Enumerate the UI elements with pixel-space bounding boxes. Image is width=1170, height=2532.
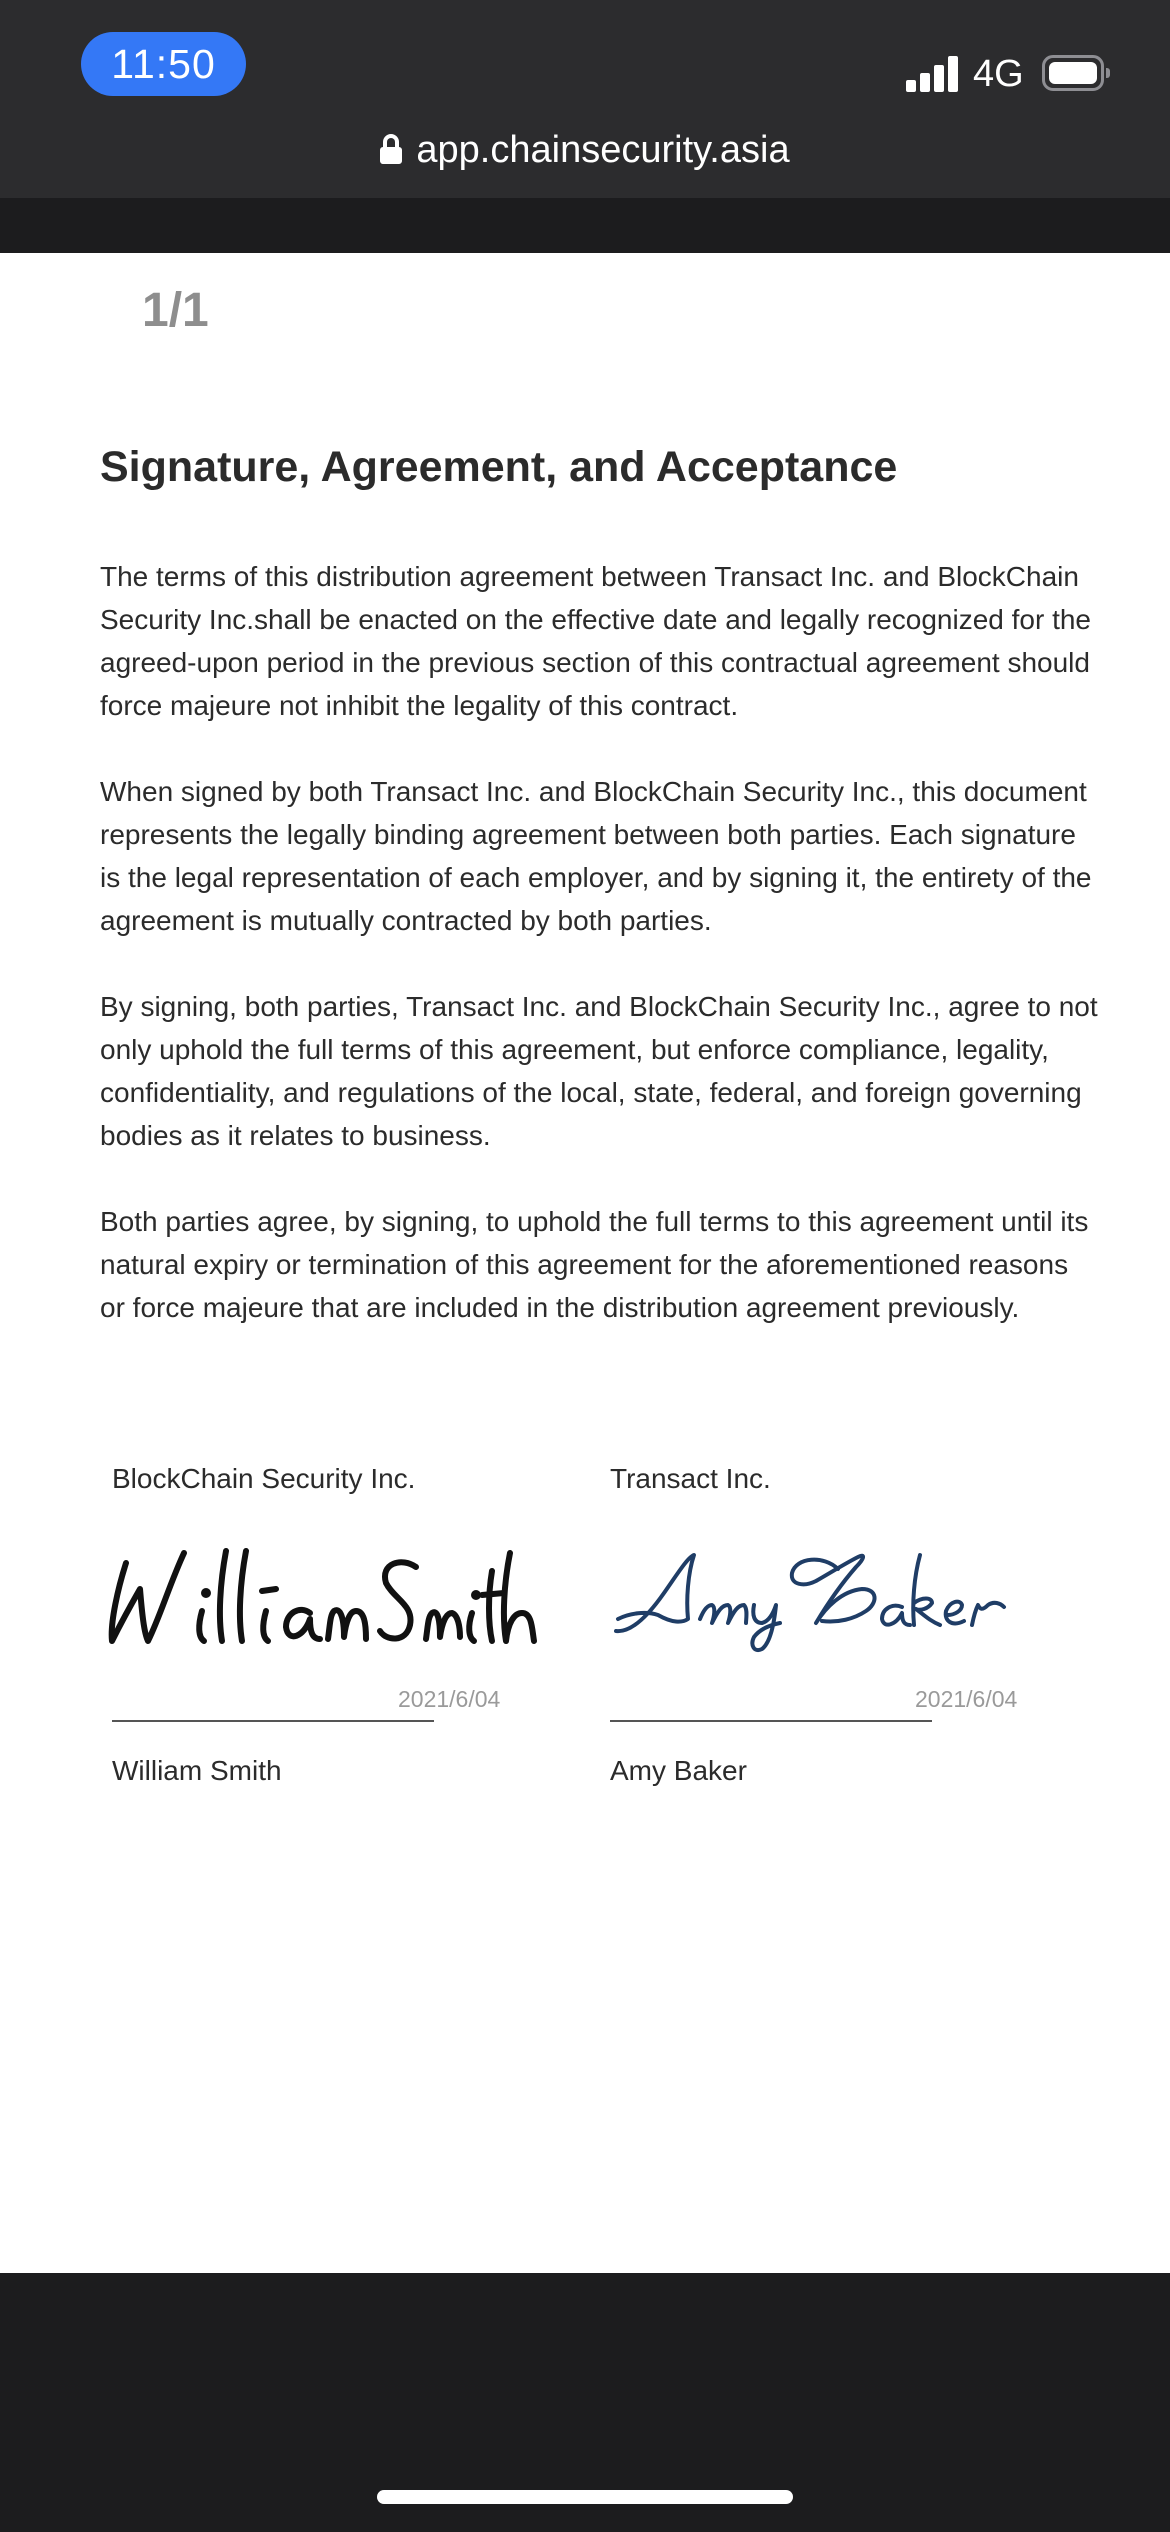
paragraph: The terms of this distribution agreement between Transact Inc. and BlockChain Security Inc.shall be enacted on the effective date and legally recognized for the agreed-upon period in the previous section of this contractual agreement should force majeure not inhibit the legality of this contract.: [100, 561, 1092, 721]
signature-block-transact: [610, 1463, 1050, 1883]
home-indicator[interactable]: [377, 2490, 793, 2504]
url-text: app.chainsecurity.asia: [416, 129, 790, 171]
paragraph: By signing, both parties, Transact Inc. and BlockChain Security Inc., agree to not only uphold the full terms of this agreement, but enforce compliance, legality, confidentiality, and regulations of the local, state, federal, and foreign governing bodies as it relates to business.: [100, 991, 1098, 1151]
signature-company: Transact Inc.: [610, 1463, 771, 1494]
paragraph: Both parties agree, by signing, to uphold the full terms to this agreement until its natural expiry or termination of this agreement for the aforementioned reasons or force majeure that are included in the distribution agreement previously.: [100, 1206, 1089, 1323]
page-counter: 1/1: [142, 284, 209, 337]
signer-name: Amy Baker: [610, 1755, 747, 1786]
signature-william-smith: [104, 1533, 544, 1663]
signature-date: 2021/6/04: [915, 1686, 1018, 1712]
battery-icon: [1042, 55, 1104, 91]
signature-line: [610, 1720, 932, 1722]
signer-name: William Smith: [112, 1755, 282, 1786]
network-type: 4G: [973, 53, 1024, 95]
signature-date: 2021/6/04: [398, 1686, 501, 1712]
url-bar[interactable]: [0, 120, 1170, 180]
signature-amy-baker: [602, 1533, 1042, 1663]
document-page[interactable]: [0, 253, 1170, 2273]
signature-company: BlockChain Security Inc.: [112, 1463, 416, 1494]
document-body: [100, 555, 1100, 1372]
signature-block-blockchain: [112, 1463, 552, 1883]
signal-icon: [906, 56, 960, 92]
signature-line: [112, 1720, 434, 1722]
paragraph: When signed by both Transact Inc. and BlockChain Security Inc., this document represents the legally binding agreement between both parties. Each signature is the legal representation of each employer, and by signing it, the entirety of the agreement is mutually contracted by both parties.: [100, 776, 1092, 936]
toolbar-strip: [0, 198, 1170, 253]
lock-icon: [380, 134, 402, 164]
document-title: Signature, Agreement, and Acceptance: [100, 443, 898, 491]
status-time[interactable]: 11:50: [81, 32, 246, 96]
status-bar: [0, 0, 1170, 198]
